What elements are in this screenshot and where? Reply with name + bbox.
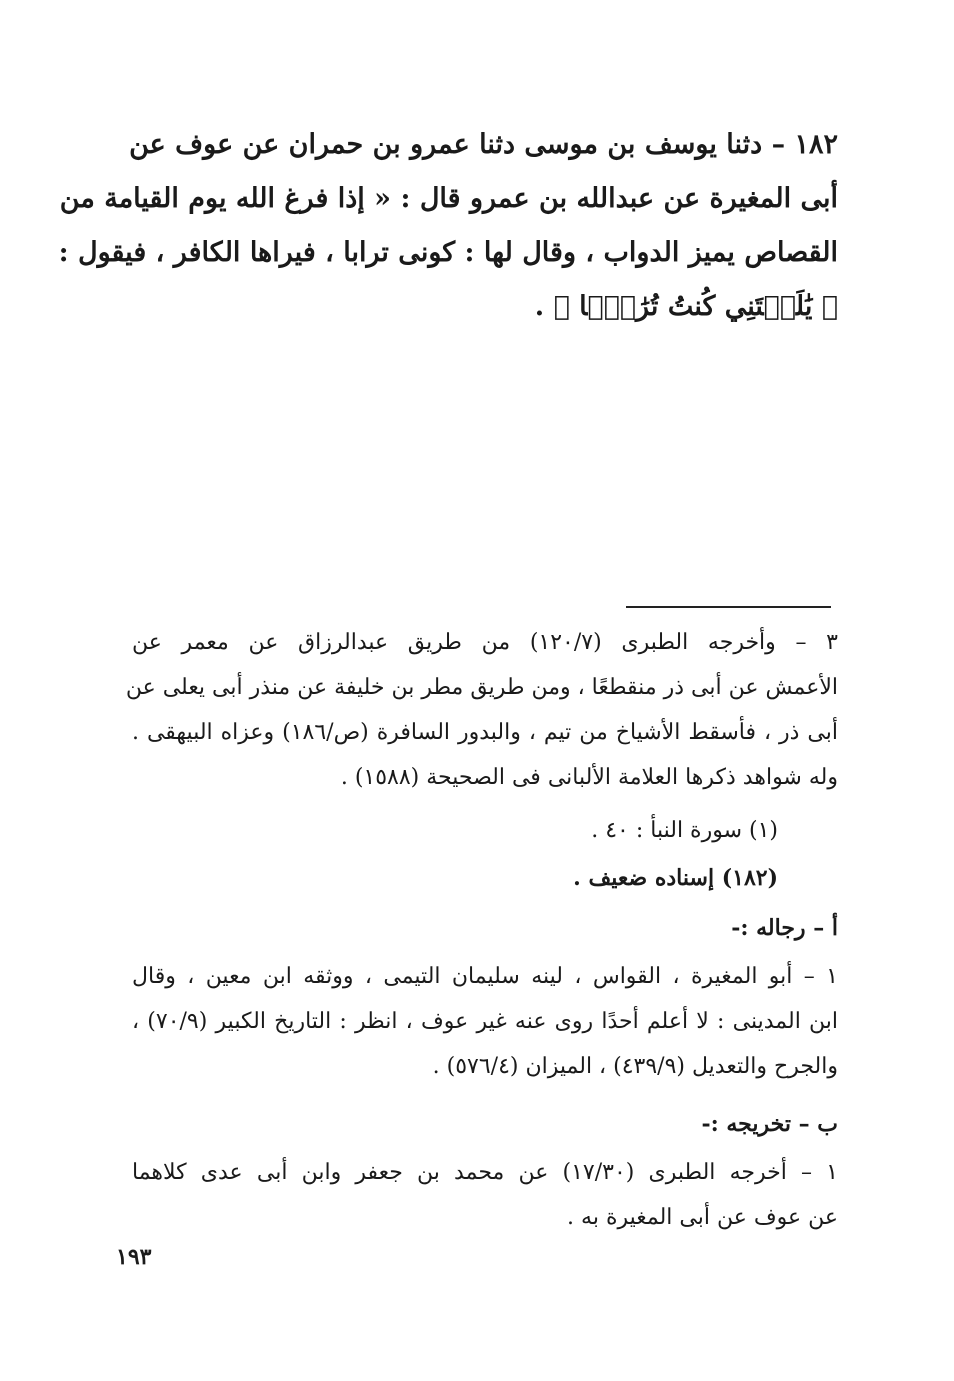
quran-verse-line: ﴿ يَٰلَيۡتَنِي كُنتُ تُرَٰبَۢا ﴾ .: [534, 291, 838, 322]
footnote-3: [125, 620, 838, 800]
hadith-line: أبى المغيرة عن عبدالله بن عمرو قال : « إذا فرغ الله يوم القيامة من: [59, 183, 838, 214]
section-b: [132, 1102, 838, 1147]
section-heading: أ – رجاله :-: [731, 915, 838, 941]
footnote-line: عن عوف عن أبى المغيرة به .: [567, 1205, 838, 1230]
page-number: ١٩٣: [116, 1244, 152, 1270]
isnad-grade: [132, 856, 838, 901]
hadith-text: [58, 118, 838, 334]
footnote-line: ٣ – وأخرجه الطبرى (١٢٠/٧) من طريق عبدالرزاق عن معمر عن: [132, 630, 838, 655]
section-heading: ب – تخريجه :-: [701, 1111, 838, 1137]
footnote-line: أبى ذر ، فأسقط الأشياخ من تيم ، والبدور السافرة (ص/١٨٦) وعزاه البيهقى .: [132, 720, 838, 745]
footnote-line: الأعمش عن أبى ذر منقطعًا ، ومن طريق مطر بن خليفة عن منذر أبى يعلى عن: [125, 675, 838, 700]
hadith-line: ١٨٢ – دثنا يوسف بن موسى دثنا عمرو بن حمران عن عوف عن: [129, 129, 838, 160]
footnote-line: والجرح والتعديل (٤٣٩/٩) ، الميزان (٥٧٦/٤) .: [432, 1054, 838, 1079]
footnote-separator: [626, 606, 831, 608]
footnote-line: (١) سورة النبأ : ٤٠ .: [591, 818, 778, 843]
footnote-line: ابن المدينى : لا أعلم أحدًا روى عنه غير عوف ، انظر : التاريخ الكبير (٧٠/٩) ،: [132, 1009, 838, 1034]
footnote-line: ١ – أخرجه الطبرى (١٧/٣٠) عن محمد بن جعفر وابن أبى عدى كلاهما: [132, 1160, 838, 1185]
hadith-line: القصاص يميز الدواب ، وقال لها : كونى ترابا ، فيراها الكافر ، فيقول :: [58, 237, 838, 268]
takhrij-note: [132, 1150, 838, 1240]
grade-line: (١٨٢) إسناده ضعيف .: [573, 865, 778, 891]
section-a: [132, 906, 838, 951]
footnote-1: [132, 808, 838, 853]
footnote-line: ١ – أبو المغيرة ، القواس ، لينه سليمان التيمى ، ووثقه ابن معين ، وقال: [132, 964, 838, 989]
footnote-line: وله شواهد ذكرها العلامة الألبانى فى الصحيحة (١٥٨٨) .: [340, 765, 838, 790]
narrators-note: [132, 954, 838, 1089]
